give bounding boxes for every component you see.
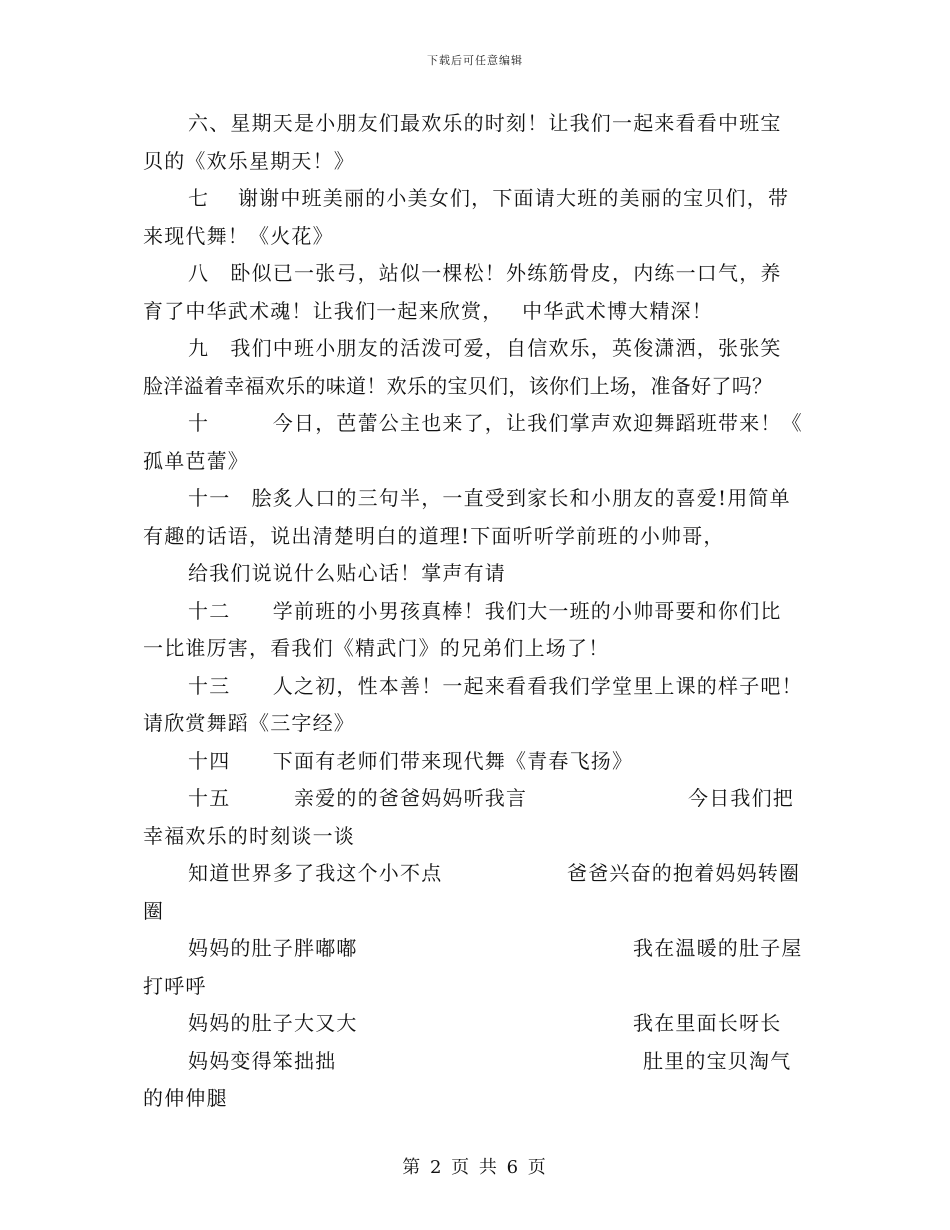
- text-line: 育了中华武术魂！让我们一起来欣赏， 中华武术博大精深！: [143, 298, 713, 323]
- text-line: 脸洋溢着幸福欢乐的味道！欢乐的宝贝们，该你们上场，准备好了吗？: [143, 373, 773, 398]
- text-line: 十三 人之初，性本善！一起来看看我们学堂里上课的样子吧！: [188, 673, 803, 698]
- text-line: 十一 脍炙人口的三句半，一直受到家长和小朋友的喜爱!用简单: [188, 486, 791, 510]
- text-line: 打呼呼: [143, 973, 207, 998]
- text-line: 给我们说说什么贴心话！掌声有请: [188, 561, 506, 585]
- text-segment-left: 妈妈的肚子胖嘟嘟: [188, 936, 358, 960]
- text-line: 圈: [143, 898, 165, 923]
- text-line: 一比谁厉害，看我们《精武门》的兄弟们上场了！: [143, 636, 610, 660]
- text-segment-left: 妈妈变得笨拙拙: [188, 1048, 337, 1073]
- text-line: 十二 学前班的小男孩真棒！我们大一班的小帅哥要和你们比: [188, 598, 782, 623]
- text-line: [143, 1043, 813, 1081]
- text-segment-left: 知道世界多了我这个小不点: [188, 861, 443, 885]
- text-line: 十四 下面有老师们带来现代舞《青春飞扬》: [188, 748, 634, 773]
- text-line: 十 今日，芭蕾公主也来了，让我们掌声欢迎舞蹈班带来！《: [188, 411, 803, 435]
- page-number: 第 2 页 共 6 页: [402, 1157, 548, 1178]
- page-header: 下载后可任意编辑: [427, 54, 523, 67]
- text-line: [143, 930, 813, 968]
- text-line: 幸福欢乐的时刻谈一谈: [143, 823, 355, 848]
- text-line: 有趣的话语，说出清楚明白的道理!下面听听学前班的小帅哥，: [143, 523, 725, 548]
- text-segment-right: 肚里的宝贝淘气: [643, 1048, 792, 1073]
- text-line: 贝的《欢乐星期天！》: [143, 148, 355, 173]
- text-line: 七 谢谢中班美丽的小美女们，下面请大班的美丽的宝贝们，带: [188, 186, 790, 210]
- text-line: 的伸伸腿: [143, 1086, 228, 1110]
- text-line: [143, 780, 813, 818]
- text-segment-right: 我在温暖的肚子屋: [633, 936, 803, 960]
- text-segment-right: 我在里面长呀长: [633, 1011, 782, 1035]
- document-body: [143, 105, 813, 1118]
- text-segment-left: 妈妈的肚子大又大: [188, 1011, 358, 1035]
- text-line: 来现代舞！《火花》: [143, 223, 334, 248]
- text-line: 孤单芭蕾》: [143, 448, 249, 473]
- text-line: 请欣赏舞蹈《三字经》: [143, 711, 355, 735]
- text-segment-right: 今日我们把: [688, 786, 794, 810]
- text-line: [143, 1005, 813, 1043]
- text-line: 六、星期天是小朋友们最欢乐的时刻！让我们一起来看看中班宝: [188, 111, 782, 135]
- text-line: [143, 855, 813, 893]
- text-line: 九 我们中班小朋友的活泼可爱，自信欢乐，英俊潇洒，张张笑: [188, 336, 782, 360]
- text-segment-left: 十五 亲爱的的爸爸妈妈听我言: [188, 786, 528, 810]
- text-line: 八 卧似已一张弓，站似一棵松！外练筋骨皮，内练一口气，养: [188, 261, 782, 285]
- text-segment-right: 爸爸兴奋的抱着妈妈转圈: [567, 861, 801, 885]
